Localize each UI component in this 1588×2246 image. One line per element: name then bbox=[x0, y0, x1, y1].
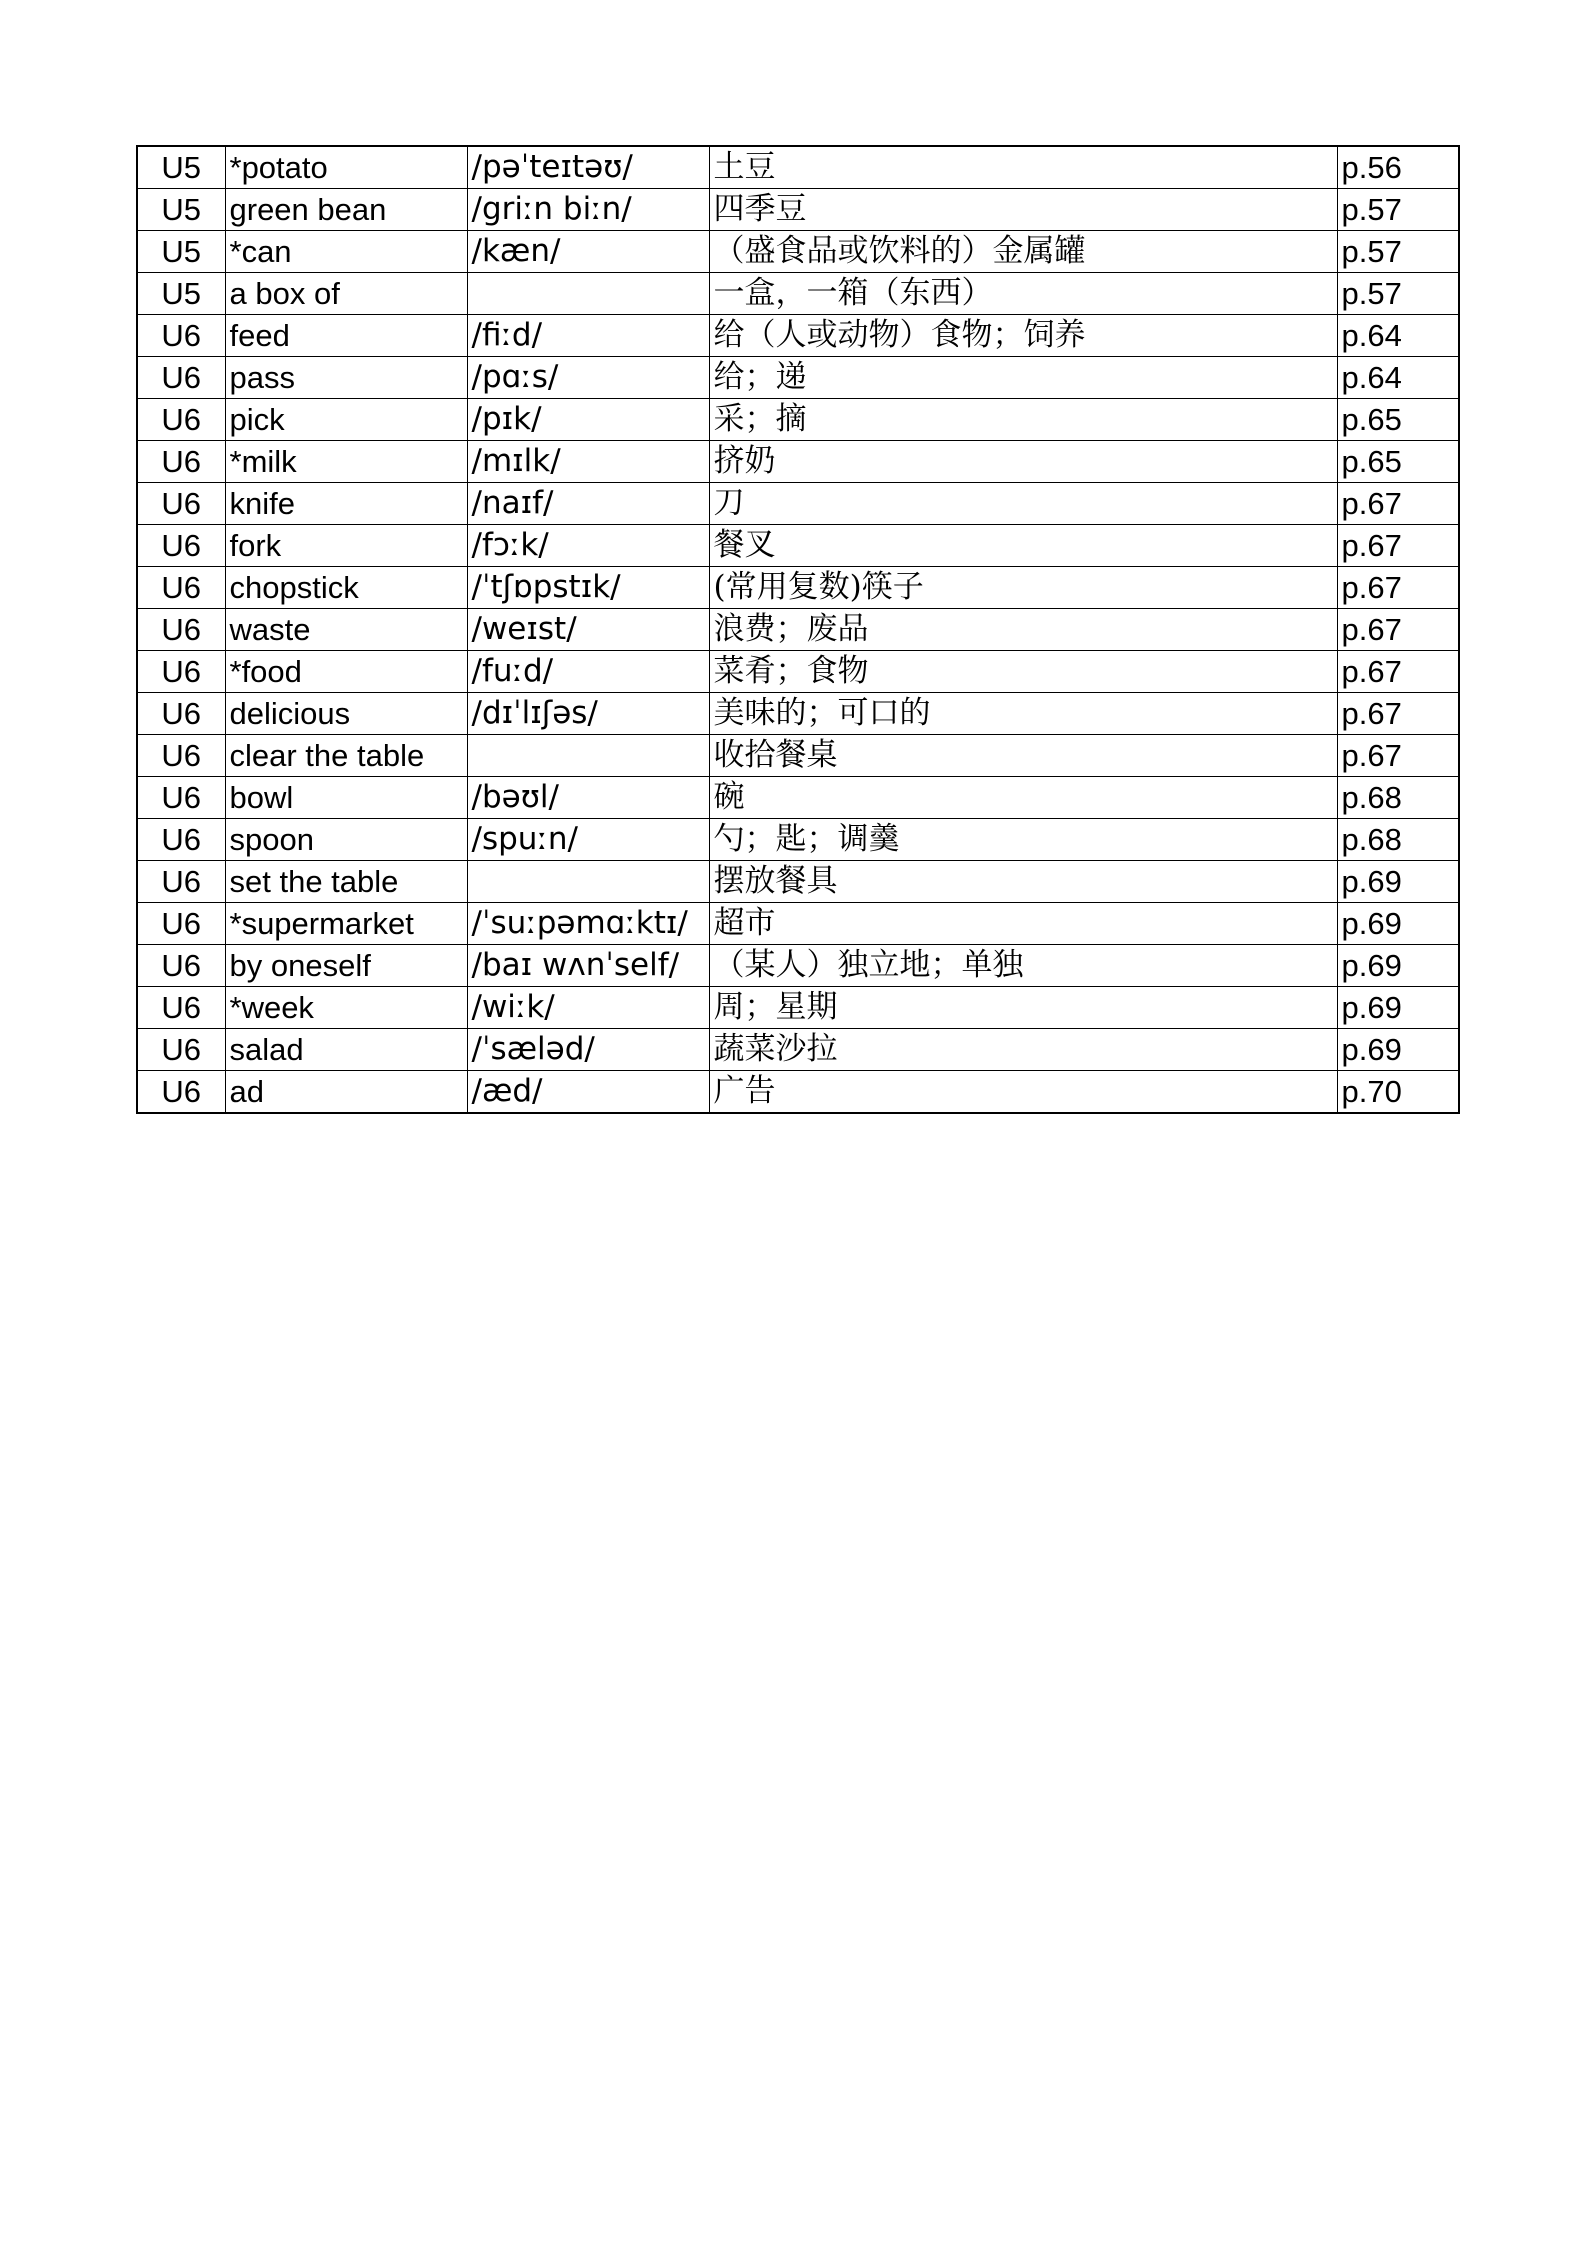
phonetic-cell: /kæn/ bbox=[467, 231, 709, 273]
meaning-cell: 蔬菜沙拉 bbox=[709, 1029, 1337, 1071]
meaning-cell: 挤奶 bbox=[709, 441, 1337, 483]
table-row bbox=[137, 903, 1459, 945]
word-cell: *week bbox=[225, 987, 467, 1029]
page-reference-cell: p.69 bbox=[1337, 861, 1459, 903]
unit-cell: U6 bbox=[137, 903, 225, 945]
word-cell: feed bbox=[225, 315, 467, 357]
phonetic-cell: /ˈsæləd/ bbox=[467, 1029, 709, 1071]
meaning-cell: 刀 bbox=[709, 483, 1337, 525]
page-reference-cell: p.69 bbox=[1337, 945, 1459, 987]
meaning-cell: 超市 bbox=[709, 903, 1337, 945]
unit-cell: U6 bbox=[137, 819, 225, 861]
phonetic-cell: /mɪlk/ bbox=[467, 441, 709, 483]
page-reference-cell: p.67 bbox=[1337, 483, 1459, 525]
table-row bbox=[137, 399, 1459, 441]
unit-cell: U5 bbox=[137, 273, 225, 315]
page-reference-cell: p.57 bbox=[1337, 273, 1459, 315]
word-cell: *supermarket bbox=[225, 903, 467, 945]
word-cell: salad bbox=[225, 1029, 467, 1071]
phonetic-cell: /wiːk/ bbox=[467, 987, 709, 1029]
meaning-cell: 菜肴；食物 bbox=[709, 651, 1337, 693]
phonetic-cell: /dɪˈlɪʃəs/ bbox=[467, 693, 709, 735]
page-reference-cell: p.56 bbox=[1337, 146, 1459, 189]
meaning-cell: 浪费；废品 bbox=[709, 609, 1337, 651]
page-reference-cell: p.69 bbox=[1337, 1029, 1459, 1071]
word-cell: bowl bbox=[225, 777, 467, 819]
page-reference-cell: p.64 bbox=[1337, 315, 1459, 357]
meaning-cell: 周；星期 bbox=[709, 987, 1337, 1029]
table-row bbox=[137, 945, 1459, 987]
phonetic-cell: /pɑːs/ bbox=[467, 357, 709, 399]
meaning-cell: （某人）独立地；单独 bbox=[709, 945, 1337, 987]
phonetic-cell: /spuːn/ bbox=[467, 819, 709, 861]
table-row bbox=[137, 1029, 1459, 1071]
word-cell: a box of bbox=[225, 273, 467, 315]
phonetic-cell: /naɪf/ bbox=[467, 483, 709, 525]
page-reference-cell: p.67 bbox=[1337, 693, 1459, 735]
table-row bbox=[137, 189, 1459, 231]
phonetic-cell bbox=[467, 735, 709, 777]
unit-cell: U5 bbox=[137, 231, 225, 273]
page-reference-cell: p.67 bbox=[1337, 651, 1459, 693]
table-row bbox=[137, 525, 1459, 567]
word-cell: green bean bbox=[225, 189, 467, 231]
meaning-cell: 给；递 bbox=[709, 357, 1337, 399]
page-reference-cell: p.68 bbox=[1337, 777, 1459, 819]
table-row bbox=[137, 273, 1459, 315]
word-cell: spoon bbox=[225, 819, 467, 861]
word-cell: clear the table bbox=[225, 735, 467, 777]
meaning-cell: 碗 bbox=[709, 777, 1337, 819]
word-cell: delicious bbox=[225, 693, 467, 735]
table-row bbox=[137, 861, 1459, 903]
page-reference-cell: p.64 bbox=[1337, 357, 1459, 399]
phonetic-cell bbox=[467, 273, 709, 315]
unit-cell: U6 bbox=[137, 567, 225, 609]
phonetic-cell: /griːn biːn/ bbox=[467, 189, 709, 231]
unit-cell: U5 bbox=[137, 189, 225, 231]
meaning-cell: 土豆 bbox=[709, 146, 1337, 189]
word-cell: set the table bbox=[225, 861, 467, 903]
meaning-cell: 广告 bbox=[709, 1071, 1337, 1114]
vocabulary-table-body bbox=[137, 146, 1459, 1113]
meaning-cell: （盛食品或饮料的）金属罐 bbox=[709, 231, 1337, 273]
table-row bbox=[137, 441, 1459, 483]
phonetic-cell: /ˈtʃɒpstɪk/ bbox=[467, 567, 709, 609]
word-cell: *milk bbox=[225, 441, 467, 483]
unit-cell: U6 bbox=[137, 441, 225, 483]
table-row bbox=[137, 987, 1459, 1029]
table-row bbox=[137, 693, 1459, 735]
unit-cell: U6 bbox=[137, 399, 225, 441]
table-row bbox=[137, 735, 1459, 777]
table-row bbox=[137, 357, 1459, 399]
word-cell: *food bbox=[225, 651, 467, 693]
page-reference-cell: p.69 bbox=[1337, 987, 1459, 1029]
page-reference-cell: p.68 bbox=[1337, 819, 1459, 861]
page-reference-cell: p.65 bbox=[1337, 399, 1459, 441]
unit-cell: U6 bbox=[137, 735, 225, 777]
phonetic-cell: /æd/ bbox=[467, 1071, 709, 1114]
table-row bbox=[137, 567, 1459, 609]
page-reference-cell: p.57 bbox=[1337, 231, 1459, 273]
page-reference-cell: p.67 bbox=[1337, 525, 1459, 567]
meaning-cell: 摆放餐具 bbox=[709, 861, 1337, 903]
table-row bbox=[137, 146, 1459, 189]
phonetic-cell bbox=[467, 861, 709, 903]
page-reference-cell: p.67 bbox=[1337, 567, 1459, 609]
page-reference-cell: p.67 bbox=[1337, 609, 1459, 651]
unit-cell: U6 bbox=[137, 945, 225, 987]
word-cell: knife bbox=[225, 483, 467, 525]
meaning-cell: 给（人或动物）食物；饲养 bbox=[709, 315, 1337, 357]
unit-cell: U6 bbox=[137, 1071, 225, 1114]
table-row bbox=[137, 777, 1459, 819]
word-cell: *can bbox=[225, 231, 467, 273]
unit-cell: U6 bbox=[137, 315, 225, 357]
table-row bbox=[137, 231, 1459, 273]
meaning-cell: 餐叉 bbox=[709, 525, 1337, 567]
unit-cell: U6 bbox=[137, 609, 225, 651]
word-cell: waste bbox=[225, 609, 467, 651]
meaning-cell: 收拾餐桌 bbox=[709, 735, 1337, 777]
vocabulary-table bbox=[136, 145, 1460, 1114]
phonetic-cell: /baɪ wʌnˈself/ bbox=[467, 945, 709, 987]
phonetic-cell: /pɪk/ bbox=[467, 399, 709, 441]
meaning-cell: 一盒，一箱（东西） bbox=[709, 273, 1337, 315]
meaning-cell: 勺；匙；调羹 bbox=[709, 819, 1337, 861]
phonetic-cell: /fɔːk/ bbox=[467, 525, 709, 567]
page-reference-cell: p.69 bbox=[1337, 903, 1459, 945]
phonetic-cell: /ˈsuːpəmɑːktɪ/ bbox=[467, 903, 709, 945]
table-row bbox=[137, 651, 1459, 693]
unit-cell: U6 bbox=[137, 651, 225, 693]
unit-cell: U6 bbox=[137, 357, 225, 399]
unit-cell: U6 bbox=[137, 693, 225, 735]
table-row bbox=[137, 483, 1459, 525]
word-cell: ad bbox=[225, 1071, 467, 1114]
word-cell: fork bbox=[225, 525, 467, 567]
table-row bbox=[137, 1071, 1459, 1114]
phonetic-cell: /fuːd/ bbox=[467, 651, 709, 693]
unit-cell: U6 bbox=[137, 483, 225, 525]
meaning-cell: 四季豆 bbox=[709, 189, 1337, 231]
word-cell: pick bbox=[225, 399, 467, 441]
unit-cell: U6 bbox=[137, 861, 225, 903]
word-cell: chopstick bbox=[225, 567, 467, 609]
phonetic-cell: /fiːd/ bbox=[467, 315, 709, 357]
unit-cell: U5 bbox=[137, 146, 225, 189]
phonetic-cell: /bəʊl/ bbox=[467, 777, 709, 819]
meaning-cell: (常用复数)筷子 bbox=[709, 567, 1337, 609]
page-reference-cell: p.65 bbox=[1337, 441, 1459, 483]
meaning-cell: 采；摘 bbox=[709, 399, 1337, 441]
unit-cell: U6 bbox=[137, 1029, 225, 1071]
phonetic-cell: /weɪst/ bbox=[467, 609, 709, 651]
unit-cell: U6 bbox=[137, 525, 225, 567]
table-row bbox=[137, 609, 1459, 651]
page-reference-cell: p.70 bbox=[1337, 1071, 1459, 1114]
table-row bbox=[137, 819, 1459, 861]
meaning-cell: 美味的；可口的 bbox=[709, 693, 1337, 735]
unit-cell: U6 bbox=[137, 777, 225, 819]
table-row bbox=[137, 315, 1459, 357]
page-reference-cell: p.67 bbox=[1337, 735, 1459, 777]
word-cell: *potato bbox=[225, 146, 467, 189]
unit-cell: U6 bbox=[137, 987, 225, 1029]
word-cell: by oneself bbox=[225, 945, 467, 987]
word-cell: pass bbox=[225, 357, 467, 399]
phonetic-cell: /pəˈteɪtəʊ/ bbox=[467, 146, 709, 189]
page-reference-cell: p.57 bbox=[1337, 189, 1459, 231]
